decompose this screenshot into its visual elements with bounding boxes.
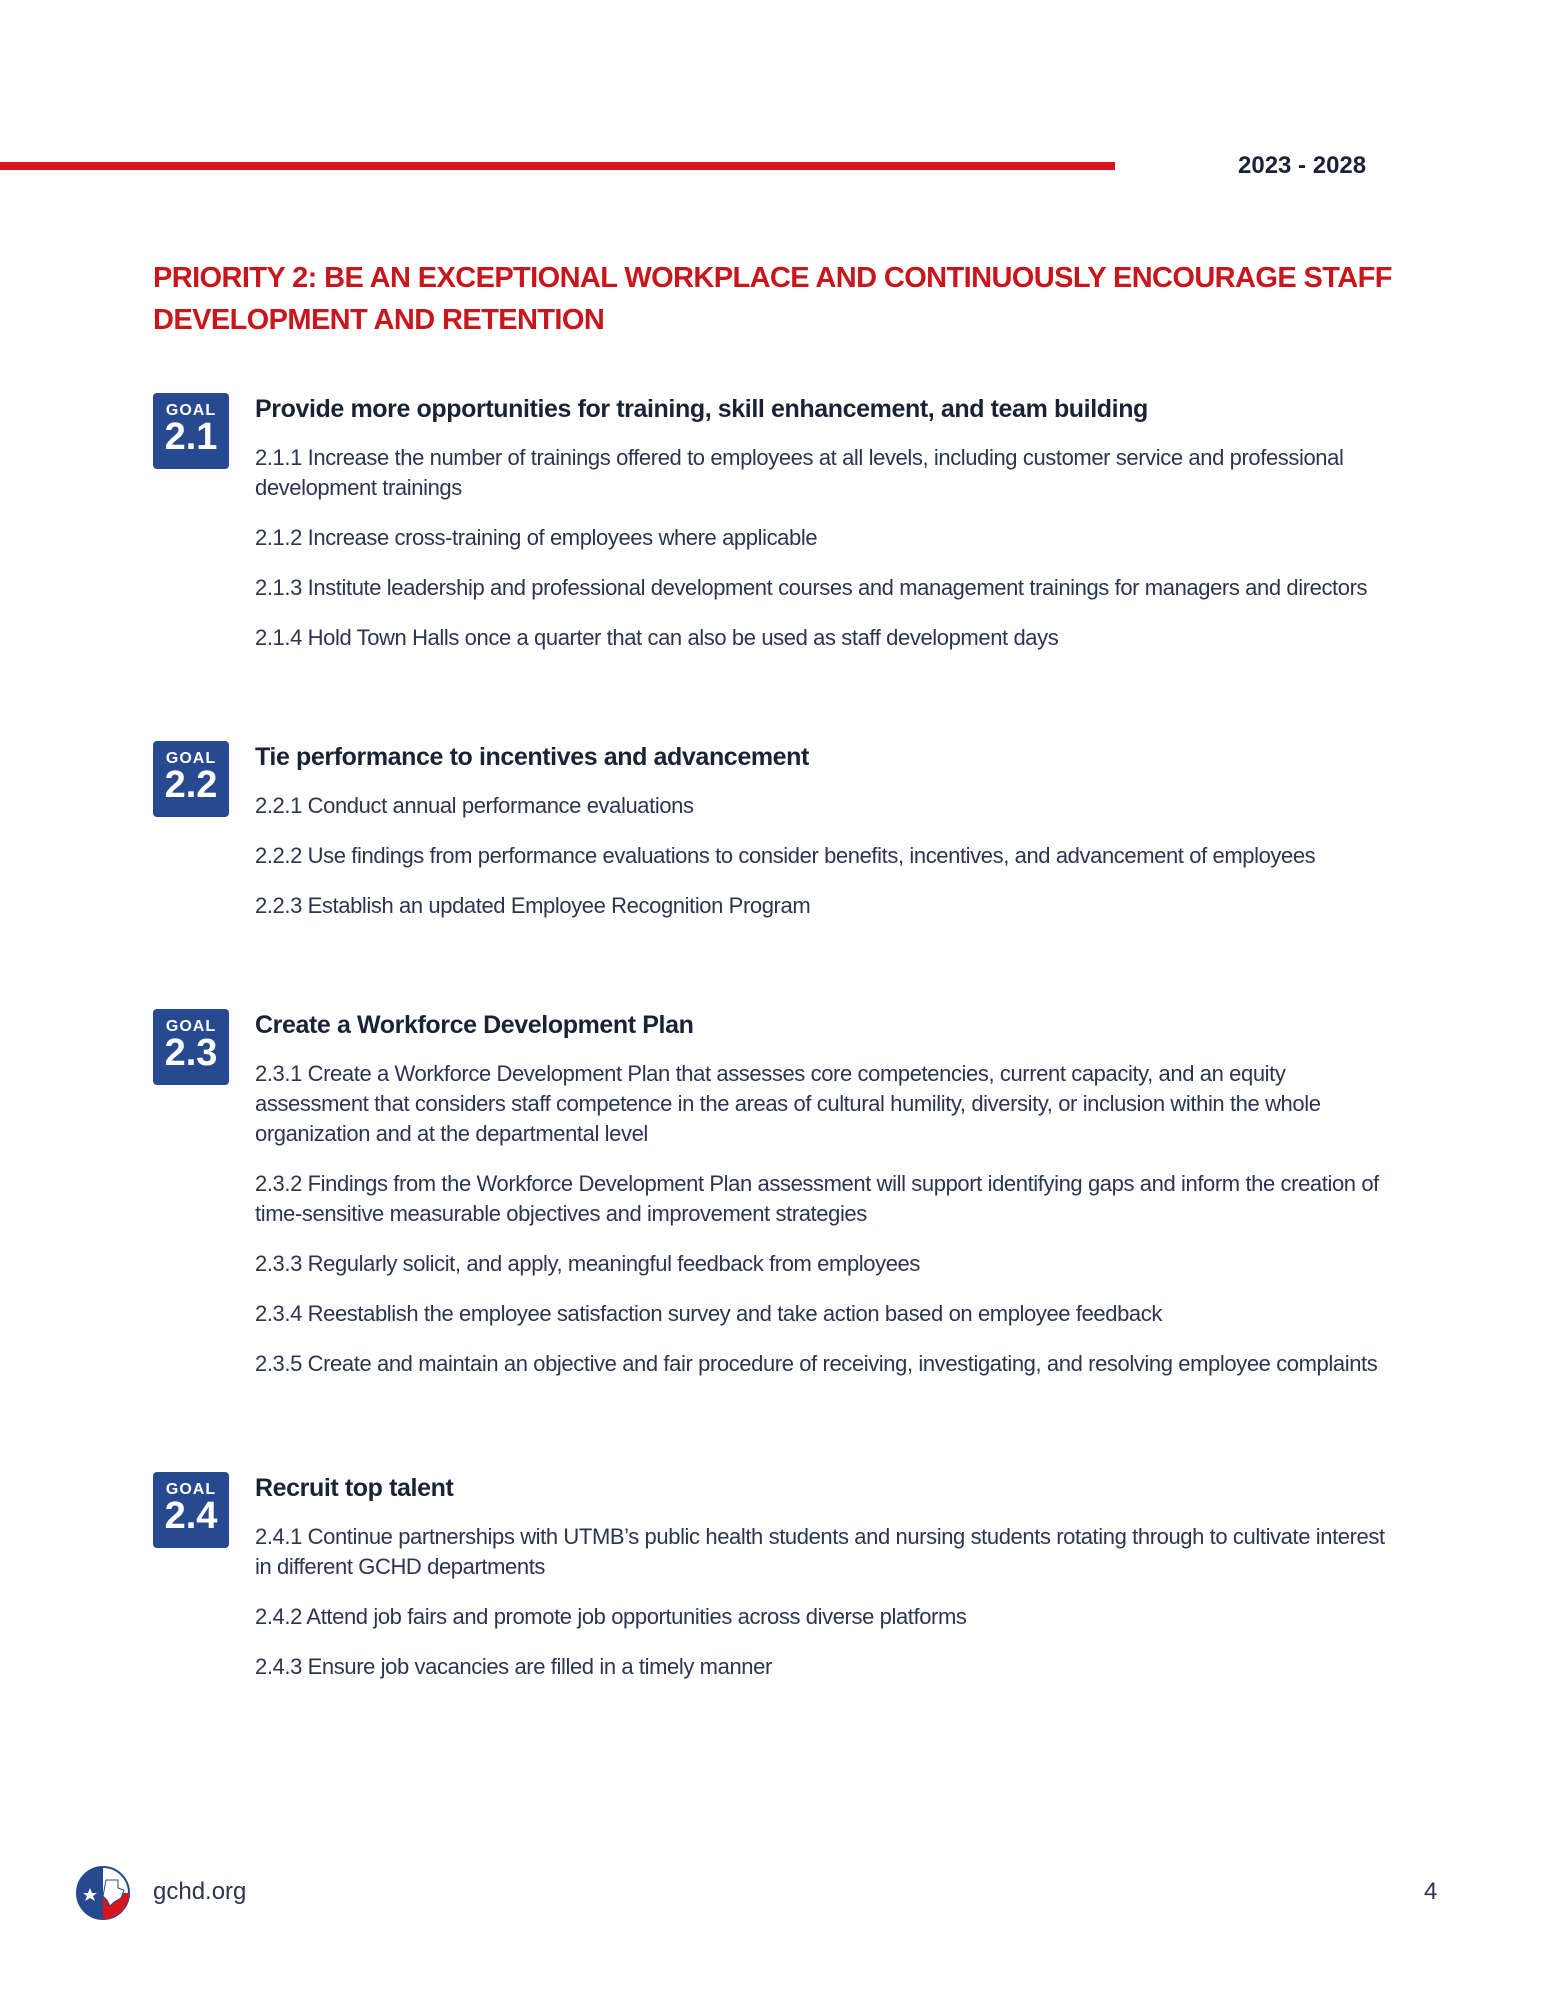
goal-item: 2.3.5 Create and maintain an objective and fair procedure of receiving, investigating, and resolving employee complaints xyxy=(255,1351,1378,1376)
goal-body xyxy=(255,741,1395,941)
goal-title: Provide more opportunities for training, skill enhancement, and team building xyxy=(255,395,1148,423)
goal-item: 2.1.4 Hold Town Halls once a quarter that can also be used as staff development days xyxy=(255,625,1059,650)
goal-item: 2.3.1 Create a Workforce Development Plan that assesses core competencies, current capacity, and an equity assessment that considers staff competence in the areas of cultural humility, diversity, or inclusion within the whole organization and at the departmental level xyxy=(255,1061,1321,1146)
goal-item: 2.3.4 Reestablish the employee satisfaction survey and take action based on employee feedback xyxy=(255,1301,1162,1326)
header-accent-rule xyxy=(0,162,1115,170)
goal-badge-word: GOAL xyxy=(165,1018,217,1035)
priority-title: PRIORITY 2: BE AN EXCEPTIONAL WORKPLACE AND CONTINUOUSLY ENCOURAGE STAFF DEVELOPMENT AND RETENTION xyxy=(153,262,1392,336)
goal-badge-word: GOAL xyxy=(165,1481,217,1498)
goal-item: 2.1.2 Increase cross-training of employees where applicable xyxy=(255,525,818,550)
footer-website[interactable]: gchd.org xyxy=(153,1878,247,1905)
gchd-seal-logo-icon xyxy=(76,1866,130,1920)
goal-item: 2.1.3 Institute leadership and professional development courses and management trainings for managers and directors xyxy=(255,575,1368,600)
goal-badge xyxy=(153,393,229,469)
goal-item: 2.4.3 Ensure job vacancies are filled in a timely manner xyxy=(255,1654,772,1679)
goal-item: 2.2.2 Use findings from performance evaluations to consider benefits, incentives, and advancement of employees xyxy=(255,843,1316,868)
goal-item: 2.3.3 Regularly solicit, and apply, meaningful feedback from employees xyxy=(255,1251,920,1276)
goal-item: 2.2.3 Establish an updated Employee Recognition Program xyxy=(255,893,811,918)
goal-title: Tie performance to incentives and advancement xyxy=(255,743,809,771)
goal-body xyxy=(255,393,1395,673)
goal-item: 2.2.1 Conduct annual performance evaluations xyxy=(255,793,694,818)
goal-badge-number: 2.2 xyxy=(164,764,218,806)
goal-body xyxy=(255,1472,1395,1702)
goal-badge xyxy=(153,741,229,817)
goal-item: 2.4.1 Continue partnerships with UTMB’s public health students and nursing students rotating through to cultivate interest in different GCHD departments xyxy=(255,1524,1385,1579)
goal-badge-word: GOAL xyxy=(165,402,217,419)
goal-badge xyxy=(153,1472,229,1548)
goal-badge-number: 2.3 xyxy=(164,1032,218,1074)
goal-item: 2.3.2 Findings from the Workforce Development Plan assessment will support identifying gaps and inform the creation of time-sensitive measurable objectives and improvement strategies xyxy=(255,1171,1379,1226)
goal-body xyxy=(255,1009,1395,1399)
year-range: 2023 - 2028 xyxy=(1238,152,1367,179)
goal-item: 2.4.2 Attend job fairs and promote job opportunities across diverse platforms xyxy=(255,1604,967,1629)
goal-badge-word: GOAL xyxy=(165,750,217,767)
goal-badge xyxy=(153,1009,229,1085)
goal-title: Create a Workforce Development Plan xyxy=(255,1011,694,1039)
goal-badge-number: 2.1 xyxy=(164,416,218,458)
page-number: 4 xyxy=(1424,1878,1438,1905)
goal-badge-number: 2.4 xyxy=(164,1495,218,1537)
goal-title: Recruit top talent xyxy=(255,1474,454,1502)
goal-item: 2.1.1 Increase the number of trainings offered to employees at all levels, including customer service and professional development trainings xyxy=(255,445,1344,500)
